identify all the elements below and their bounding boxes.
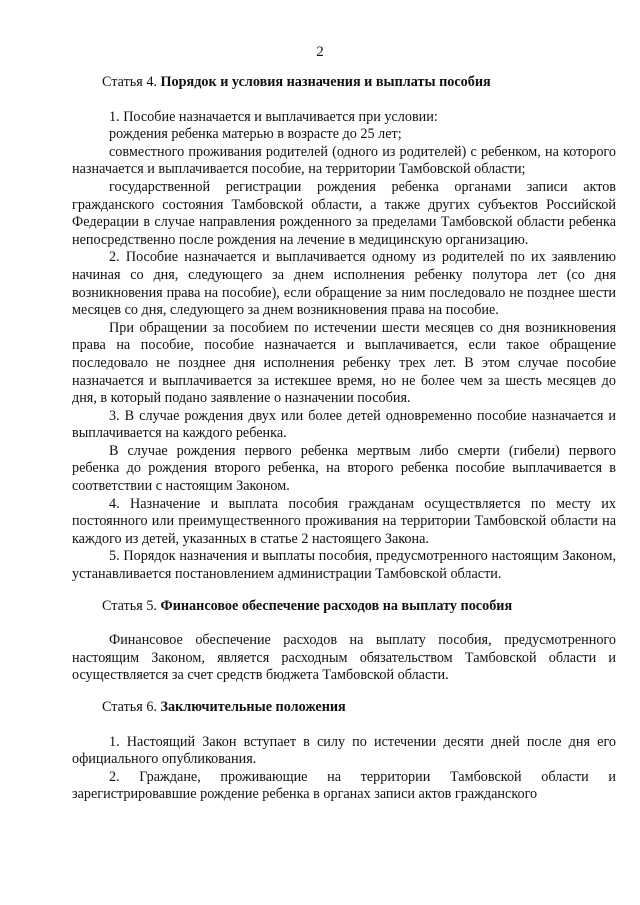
article-4-paragraph: 5. Порядок назначения и выплаты пособия, предусмотренного настоящим Законом, устанавливается постановлением администрации Тамбовской области. (72, 548, 616, 583)
article-6-paragraph: 2. Граждане, проживающие на территории Тамбовской области и зарегистрировавшие рождение ребенка в органах записи актов гражданского (72, 768, 616, 803)
article-6-heading (72, 699, 616, 717)
article-4-paragraph: государственной регистрации рождения ребенка органами записи актов гражданского состояния Тамбовской области, а также других субъектов Российской Федерации в случае направления рожденного за пределами Тамбовской области ребенка непосредственно после рождения на лечение в медицинскую организацию. (72, 178, 616, 248)
article-4-paragraph: 1. Пособие назначается и выплачивается при условии: (109, 108, 438, 125)
article-4-title: Порядок и условия назначения и выплаты пособия (160, 74, 491, 90)
page-number: 2 (316, 44, 324, 60)
article-6-prefix: Статья 6. (102, 699, 157, 715)
article-4-paragraph: 3. В случае рождения двух или более детей одновременно пособие назначается и выплачивается на каждого ребенка. (72, 407, 616, 442)
article-4-paragraph: При обращении за пособием по истечении шести месяцев со дня возникновения права на пособие, пособие назначается и выплачивается, если такое обращение последовало не позднее дня исполнения ребенку трех лет. В этом случае пособие назначается и выплачивается за истекшее время, но не более чем за шесть месяцев до дня, в который подано заявление о назначении пособия. (72, 319, 616, 407)
article-6-paragraph: 1. Настоящий Закон вступает в силу по истечении десяти дней после дня его официального опубликования. (72, 733, 616, 768)
article-4-paragraph: совместного проживания родителей (одного из родителей) с ребенком, на которого назначается и выплачивается пособие, на территории Тамбовской области; (72, 143, 616, 178)
article-4-paragraph: рождения ребенка матерью в возрасте до 25 лет; (109, 126, 402, 143)
article-4-paragraph: 4. Назначение и выплата пособия гражданам осуществляется по месту их постоянного или преимущественного проживания на территории Тамбовской области на каждого из детей, указанных в статье 2 настоящего Закона. (72, 495, 616, 547)
article-5-paragraph: Финансовое обеспечение расходов на выплату пособия, предусмотренного настоящим Законом, является расходным обязательством Тамбовской области и осуществляется за счет средств бюджета Тамбовской области. (72, 632, 616, 684)
article-4-heading (72, 74, 616, 92)
article-5-heading (72, 598, 616, 616)
document-body (72, 74, 616, 804)
article-6-title: Заключительные положения (160, 699, 346, 715)
article-5-title: Финансовое обеспечение расходов на выплату пособия (160, 597, 513, 614)
article-4-prefix: Статья 4. (102, 74, 157, 90)
article-4-paragraph: В случае рождения первого ребенка мертвым либо смерти (гибели) первого ребенка до рождения второго ребенка, на второго ребенка пособие выплачивается в соответствии с настоящим Законом. (72, 442, 616, 495)
article-5-prefix: Статья 5. (102, 597, 157, 614)
article-4-paragraph: 2. Пособие назначается и выплачивается одному из родителей по их заявлению начиная со дня, следующего за днем исполнения ребенку полутора лет (со дня возникновения права на пособие), если обращение за ним последовало не позднее шести месяцев со дня, следующего за днем возникновения права на пособие. (72, 249, 616, 319)
